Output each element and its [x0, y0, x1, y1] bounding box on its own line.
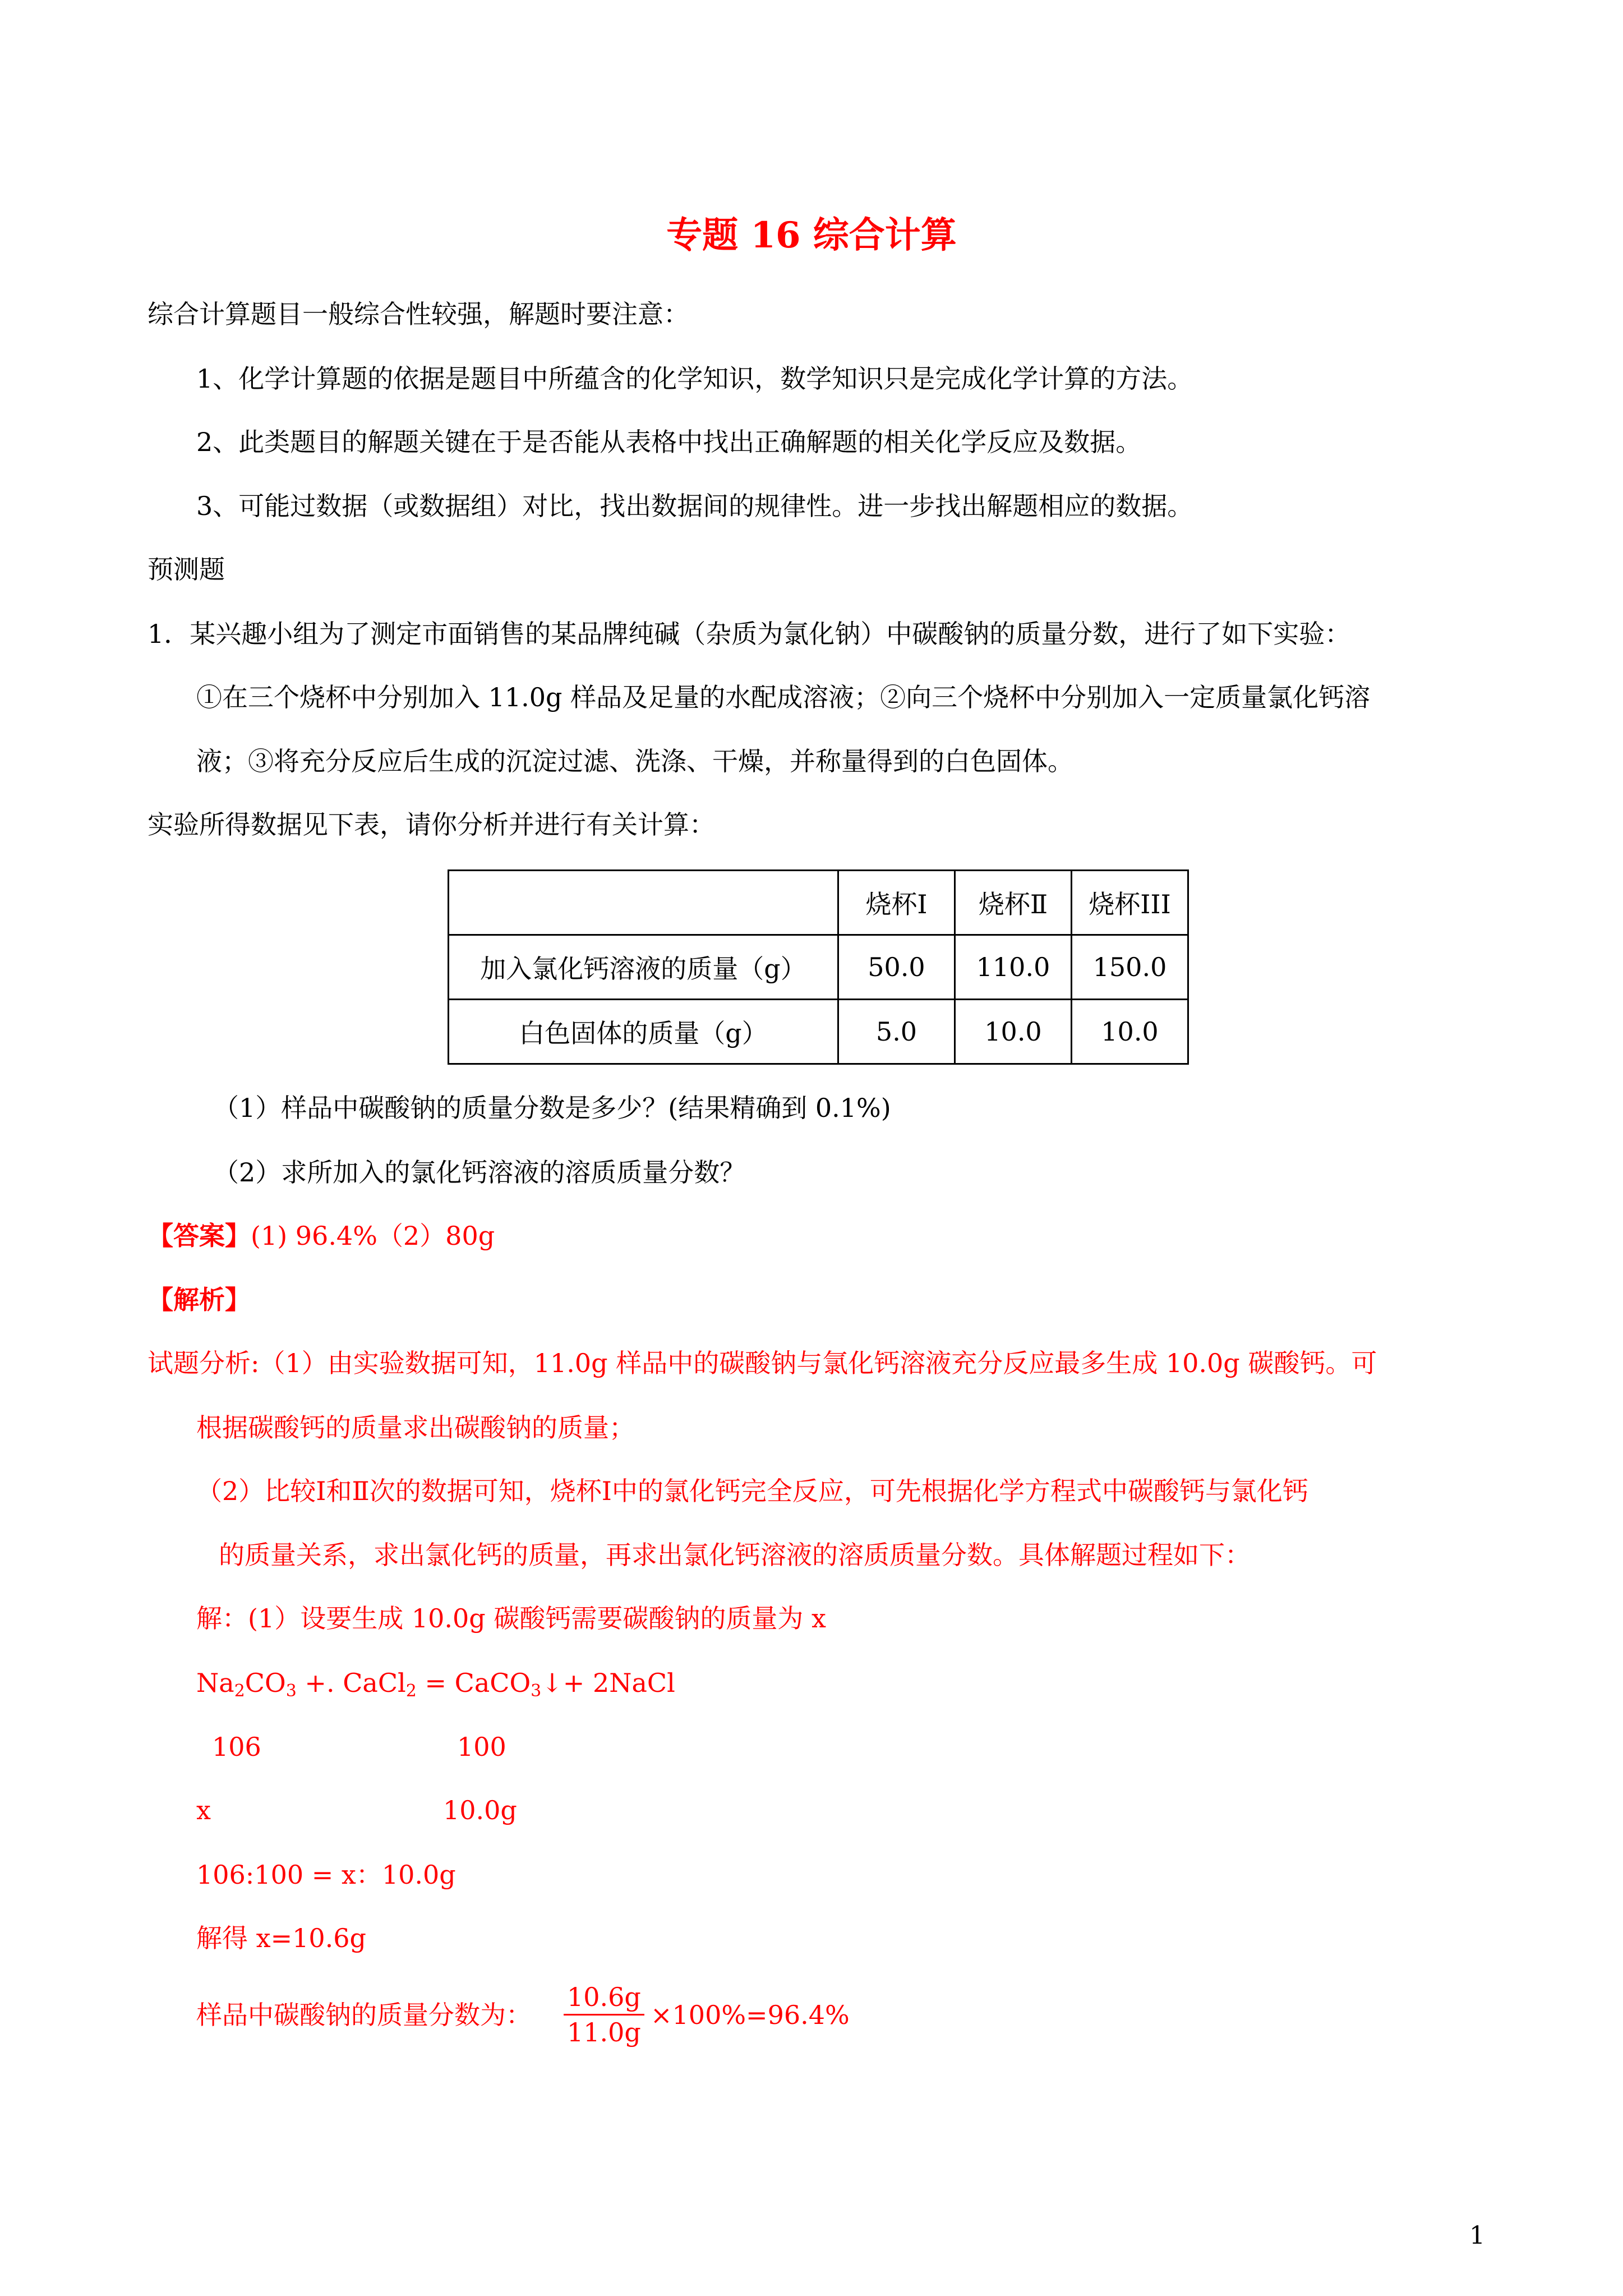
analysis-line-5: 解：(1）设要生成 10.0g 碳酸钙需要碳酸钠的质量为 x [196, 1603, 826, 1634]
fraction-suffix: ×100%=96.4% [651, 2000, 850, 2030]
equation-part: = CaCO [416, 1668, 531, 1698]
analysis-line-4: 的质量关系，求出氯化钙的质量，再求出氯化钙溶液的溶质质量分数。具体解题过程如下： [219, 1540, 1251, 1570]
analysis-label: 【解析】 [147, 1285, 251, 1315]
table-header-cell: 烧杯Ⅱ [955, 871, 1072, 935]
unknown-mass: x [196, 1795, 211, 1825]
document-title: 专题 16 综合计算 [666, 214, 957, 256]
analysis-line-3: （2）比较Ⅰ和Ⅱ次的数据可知，烧杯Ⅰ中的氯化钙完全反应，可先根据化学方程式中碳酸钙与氯化钙 [196, 1476, 1308, 1506]
table-header-row [449, 871, 1188, 935]
table-row [449, 1000, 1188, 1064]
table-cell: 白色固体的质量（g） [449, 1000, 838, 1064]
table-cell: 50.0 [838, 935, 955, 1000]
equation-subscript: 2 [405, 1681, 417, 1701]
fraction-prefix: 样品中碳酸钠的质量分数为： [196, 2000, 532, 2030]
sub-question-1: （1）样品中碳酸钠的质量分数是多少？(结果精确到 0.1%) [213, 1093, 891, 1123]
section-label: 预测题 [147, 554, 225, 585]
question-line-1: 1．某兴趣小组为了测定市面销售的某品牌纯碱（杂质为氯化钠）中碳酸钠的质量分数，进行了如下实验： [147, 619, 1351, 649]
equation-part: +. CaCl [296, 1668, 406, 1698]
molar-mass-left: 106 [212, 1732, 261, 1762]
experiment-data-table [448, 869, 1189, 1065]
chemical-equation [196, 1666, 675, 1700]
table-cell: 10.0 [1072, 1000, 1188, 1064]
proportion-line: 106:100 = x：10.0g [196, 1860, 456, 1890]
table-header-cell: 烧杯Ⅰ [838, 871, 955, 935]
table-cell: 加入氯化钙溶液的质量（g） [449, 935, 838, 1000]
table-header-cell: 烧杯III [1072, 871, 1188, 935]
equation-subscript: 2 [234, 1681, 245, 1701]
equation-part: Na [196, 1668, 234, 1698]
equation-subscript: 3 [285, 1681, 297, 1701]
equation-part: ↓+ 2NaCl [541, 1668, 675, 1698]
answer-line [147, 1219, 495, 1253]
table-cell: 110.0 [955, 935, 1072, 1000]
table-header-cell [449, 871, 838, 935]
point-2: 2、此类题目的解题关键在于是否能从表格中找出正确解题的相关化学反应及数据。 [196, 427, 1142, 457]
analysis-line-2: 根据碳酸钙的质量求出碳酸钠的质量； [196, 1412, 635, 1443]
sub-question-2: （2）求所加入的氯化钙溶液的溶质质量分数？ [213, 1157, 746, 1188]
known-mass: 10.0g [443, 1795, 517, 1825]
question-line-4: 实验所得数据见下表，请你分析并进行有关计算： [147, 809, 715, 840]
point-1: 1、化学计算题的依据是题目中所蕴含的化学知识，数学知识只是完成化学计算的方法。 [196, 364, 1193, 394]
question-line-2: ①在三个烧杯中分别加入 11.0g 样品及足量的水配成溶液；②向三个烧杯中分别加入一定质量氯化钙溶 [196, 682, 1371, 712]
analysis-line-1: 试题分析:（1）由实验数据可知，11.0g 样品中的碳酸钠与氯化钙溶液充分反应最多生成 10.0g 碳酸钙。可 [147, 1348, 1377, 1378]
table-cell: 5.0 [838, 1000, 955, 1064]
table-row [449, 935, 1188, 1000]
table-cell: 150.0 [1072, 935, 1188, 1000]
page-number: 1 [1469, 2221, 1485, 2250]
molar-mass-right: 100 [457, 1732, 506, 1762]
fraction-denominator: 11.0g [567, 2017, 641, 2047]
fraction [564, 1980, 644, 2049]
equation-part: CO [245, 1668, 286, 1698]
intro-text: 综合计算题目一般综合性较强，解题时要注意： [147, 299, 689, 329]
equation-subscript: 3 [531, 1681, 542, 1701]
question-line-3: 液；③将充分反应后生成的沉淀过滤、洗涤、干燥，并称量得到的白色固体。 [196, 746, 1073, 776]
point-3: 3、可能过数据（或数据组）对比，找出数据间的规律性。进一步找出解题相应的数据。 [196, 491, 1193, 521]
table-cell: 10.0 [955, 1000, 1072, 1064]
fraction-numerator: 10.6g [567, 1982, 641, 2012]
answer-label: 【答案】 [147, 1221, 251, 1251]
solve-line: 解得 x=10.6g [196, 1923, 366, 1953]
answer-text: (1) 96.4%（2）80g [251, 1221, 495, 1251]
